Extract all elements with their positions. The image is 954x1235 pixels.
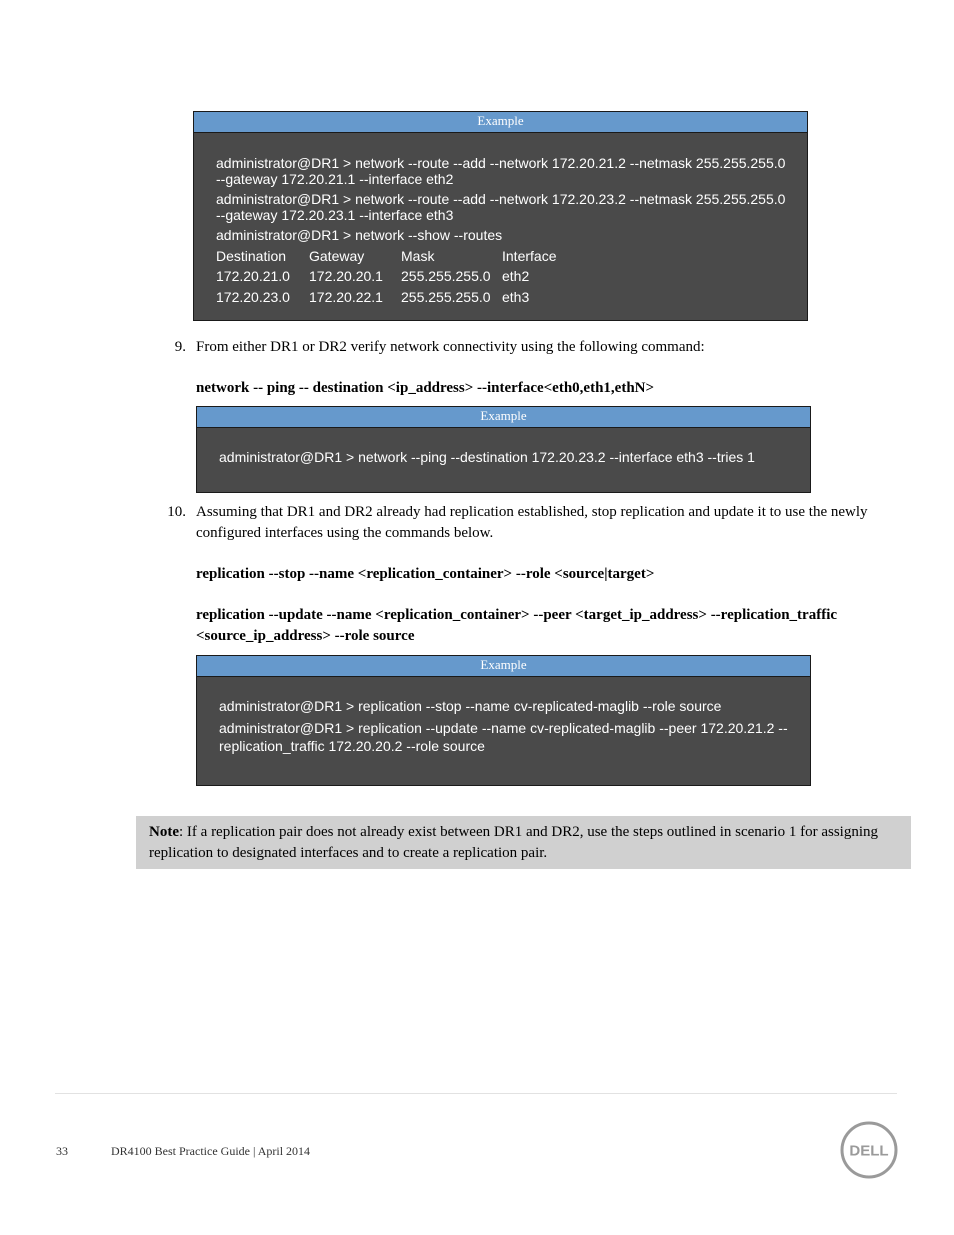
dell-logo — [840, 1121, 898, 1179]
cell-gateway: 172.20.22.1 — [309, 289, 383, 305]
table-row — [216, 289, 529, 305]
replication-update-example: administrator@DR1 > replication --update --name cv-replicated-maglib --peer 172.20.21.2 --replication_traffic 172.20.20.2 --role source — [219, 720, 788, 754]
route-add-command-eth3: administrator@DR1 > network --route --add --network 172.20.23.2 --netmask 255.255.255.0 --gateway 172.20.23.1 --interface eth3 — [216, 191, 786, 223]
example-box-routes — [193, 111, 808, 321]
step-text: From either DR1 or DR2 verify network connectivity using the following command: — [196, 339, 705, 355]
col-gateway: Gateway — [309, 248, 365, 264]
col-interface: Interface — [502, 248, 557, 264]
ping-command-syntax: network -- ping -- destination <ip_address> --interface<eth0,eth1,ethN> — [196, 380, 655, 396]
note-label: Note — [149, 824, 179, 840]
cell-interface: eth2 — [502, 268, 530, 284]
note-text: : If a replication pair does not already exist between DR1 and DR2, use the steps outlined in scenario 1 for assigning replication to designated interfaces and to create a replication pair. — [149, 824, 878, 861]
step-number: 9. — [174, 339, 186, 355]
svg-text:DELL: DELL — [849, 1142, 889, 1160]
col-destination: Destination — [216, 248, 287, 264]
footer-doc-title: DR4100 Best Practice Guide | April 2014 — [111, 1144, 311, 1158]
example-box-replication — [196, 655, 811, 786]
note-box — [136, 816, 911, 869]
replication-update-syntax: replication --update --name <replication_container> --peer <target_ip_address> --replication_traffic <source_ip_address> --role source — [196, 607, 838, 644]
example-box-header: Example — [194, 112, 807, 133]
page-number: 33 — [56, 1144, 68, 1158]
step-text: Assuming that DR1 and DR2 already had replication established, stop replication and update it to use the newly configured interfaces using the commands below. — [196, 504, 868, 541]
step-number: 10. — [167, 504, 186, 520]
footer-divider — [55, 1093, 897, 1094]
ping-command-example: administrator@DR1 > network --ping --destination 172.20.23.2 --interface eth3 --tries 1 — [219, 449, 755, 465]
cell-mask: 255.255.255.0 — [401, 289, 491, 305]
cell-destination: 172.20.21.0 — [216, 268, 290, 284]
replication-stop-syntax: replication --stop --name <replication_container> --role <source|target> — [196, 566, 655, 582]
example-box-header: Example — [197, 656, 810, 677]
col-mask: Mask — [401, 248, 435, 264]
cell-destination: 172.20.23.0 — [216, 289, 290, 305]
example-box-header: Example — [197, 407, 810, 428]
replication-stop-example: administrator@DR1 > replication --stop --name cv-replicated-maglib --role source — [219, 698, 722, 714]
table-row — [216, 268, 529, 284]
route-add-command-eth2: administrator@DR1 > network --route --add --network 172.20.21.2 --netmask 255.255.255.0 --gateway 172.20.21.1 --interface eth2 — [216, 155, 786, 187]
cell-gateway: 172.20.20.1 — [309, 268, 383, 284]
cell-mask: 255.255.255.0 — [401, 268, 491, 284]
cell-interface: eth3 — [502, 289, 530, 305]
routes-table-header — [216, 248, 556, 264]
example-box-ping — [196, 406, 811, 493]
show-routes-command: administrator@DR1 > network --show --routes — [216, 227, 503, 243]
